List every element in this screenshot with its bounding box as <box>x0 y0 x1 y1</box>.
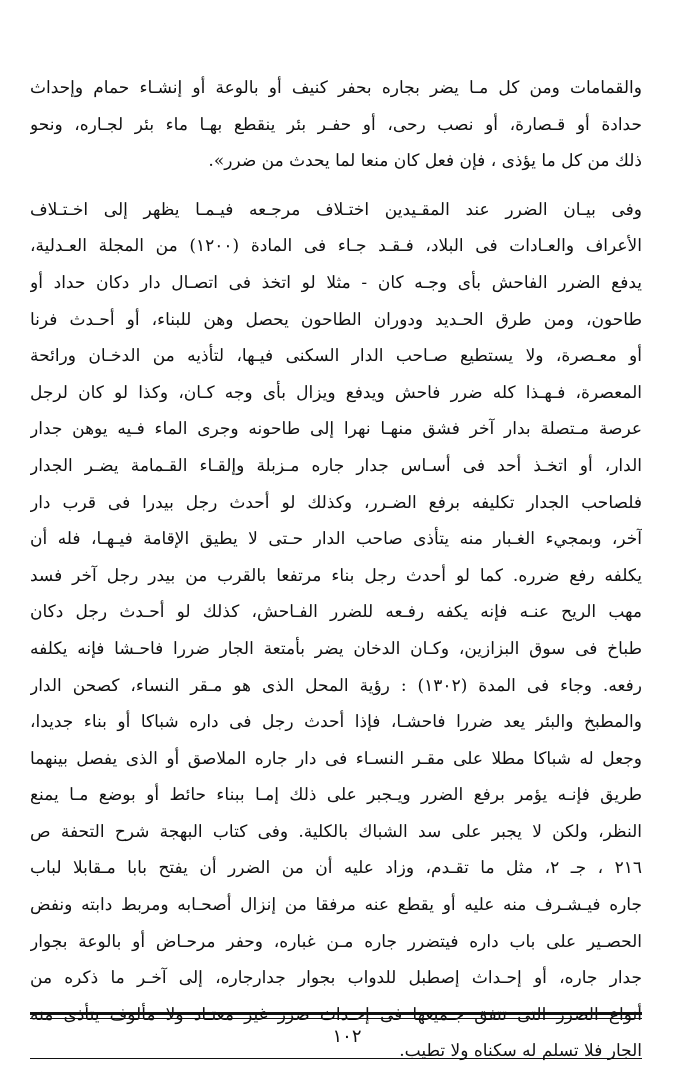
text-line: حدادة أو قـصارة، أو نصب رحى، أو حفـر بئر ينقطع بهـا ماء بئر لجـاره، ونحو <box>30 114 642 135</box>
text-line: أنواع الضرر التى تتفق جـميعها فى إحـداث ضرر غير معتـاد ولا مألوف يتأذى منه <box>30 1004 642 1025</box>
text-line: جدار جاره، أو إحـداث إصطبل للدواب بجوار جدارجاره، إلى آخـر ما ذكره من <box>30 968 642 989</box>
text-line: مهب الريح عنـه فإنه يكفه رفـعه للضرر الفـاحش، كذلك لو أحـدث رجل دكان <box>30 602 642 623</box>
text-line: المعصرة، فـهـذا كله ضرر فاحش ويدفع ويزال بأى وجه كـان، وكذا لو كان لرجل <box>30 382 642 403</box>
footer-rule-bottom <box>30 1058 642 1059</box>
text-line: الدار، أو اتخـذ أحد فى أسـاس جدار جاره مـزبلة وإلقـاء القـمامة يضـر الجدار <box>30 455 642 476</box>
footer-rule <box>30 1012 642 1019</box>
text-line: طباخ فى سوق البزازين، وكـان الدخان يضر بأمتعة الجار ضررا فاحـشا فإنه يكلفه <box>30 638 642 659</box>
text-line: ٢١٦ ، جـ ٢، مثل ما تقـدم، وزاد عليه أن من الضرر أن يفتح بابا مـقابلا لباب <box>30 858 642 879</box>
text-line: وفى بيـان الضرر عند المقـيدين اختـلاف مرجـعه فيـمـا يظهر إلى اخـتـلاف <box>30 199 642 220</box>
page-body <box>30 70 642 1092</box>
text-line: الجار فلا تسلم له سكناه ولا تطيب. <box>399 1041 642 1062</box>
text-line: جاره فيـشـرف منه عليه أو يقطع عنه مرفقا من إنزال أصحـابه ومربط دابته ونفض <box>30 895 642 916</box>
text-line: ذلك من كل ما يؤذى ، فإن فعل كان منعا لما يحدث من ضرر». <box>208 151 642 172</box>
text-line: طريق فإنـه يؤمر برفع الضرر ويـجبر على ذلك إمـا ببناء حائط أو بوضع مـا يمنع <box>30 785 642 806</box>
text-line: يكلفه رفع ضرره. كما لو أحدث رجل بناء مرتفعا بالقرب من بيدر رجل آخر فسد <box>30 565 642 586</box>
text-line: طاحون، ومن طرق الحـديد ودوران الطاحون يحصل وهن للبناء، أو أحـدث فرنا <box>30 309 642 330</box>
text-line: أو معـصرة، ولا يستطيع صـاحب الدار السكنى فيـها، لتأذيه من الدخـان ورائحة <box>30 346 642 367</box>
text-line: الحصـير على باب داره فيتضرر جاره مـن غباره، وحفر مرحـاض أو بالوعة بجوار <box>30 931 642 952</box>
text-line: والقمامات ومن كل مـا يضر بجاره بحفر كنيف أو بالوعة أو إنشـاء حمام وإحداث <box>30 78 642 98</box>
paragraph-1 <box>30 70 642 180</box>
text-line: يدفع الضرر الفاحش بأى وجـه كان - مثلا لو اتخذ فى اتصـال دار دكان حداد أو <box>30 272 642 293</box>
paragraph-gap <box>30 180 642 192</box>
text-line: رفعه. وجاء فى المدة (١٣٠٢) : رؤية المحل الذى هو مـقر النساء، كصحن الدار <box>30 675 642 696</box>
text-line: الأعراف والعـادات فى البلاد، فـقـد جـاء فى المادة (١٢٠٠) من المجلة العـدلية، <box>30 236 642 257</box>
text-line: عرصة مـتصلة بدار آخر فشق منهـا نهرا إلى طاحونه وجرى الماء فـيه يوهن جدار <box>30 419 642 440</box>
text-line: والمطبخ والبئر يعد ضررا فاحشـا، فإذا أحدث رجل فى داره شباكا أو بناء جديدا، <box>30 712 642 733</box>
text-line: وجعل له شباكا مطلا على مقـر النسـاء فى دار جاره الملاصق أو الذى يفصل بينهما <box>30 748 642 769</box>
paragraph-2 <box>30 192 642 1070</box>
text-line: فلصاحب الجدار تكليفه برفع الضـرر، وكذلك لو أحدث رجل بيدرا فى قرب دار <box>30 492 642 513</box>
text-line: النظر، ولكن لا يجبر على سد الشباك بالكلية. وفى كتاب البهجة شرح التحفة ص <box>30 821 642 842</box>
text-line: آخر، وبمجيء الغـبار منه يتأذى صاحب الدار حـتى لا يطيق الإقامة فيـهـا، فله أن <box>30 529 642 550</box>
page-number: ١٠٢ <box>332 1026 362 1047</box>
